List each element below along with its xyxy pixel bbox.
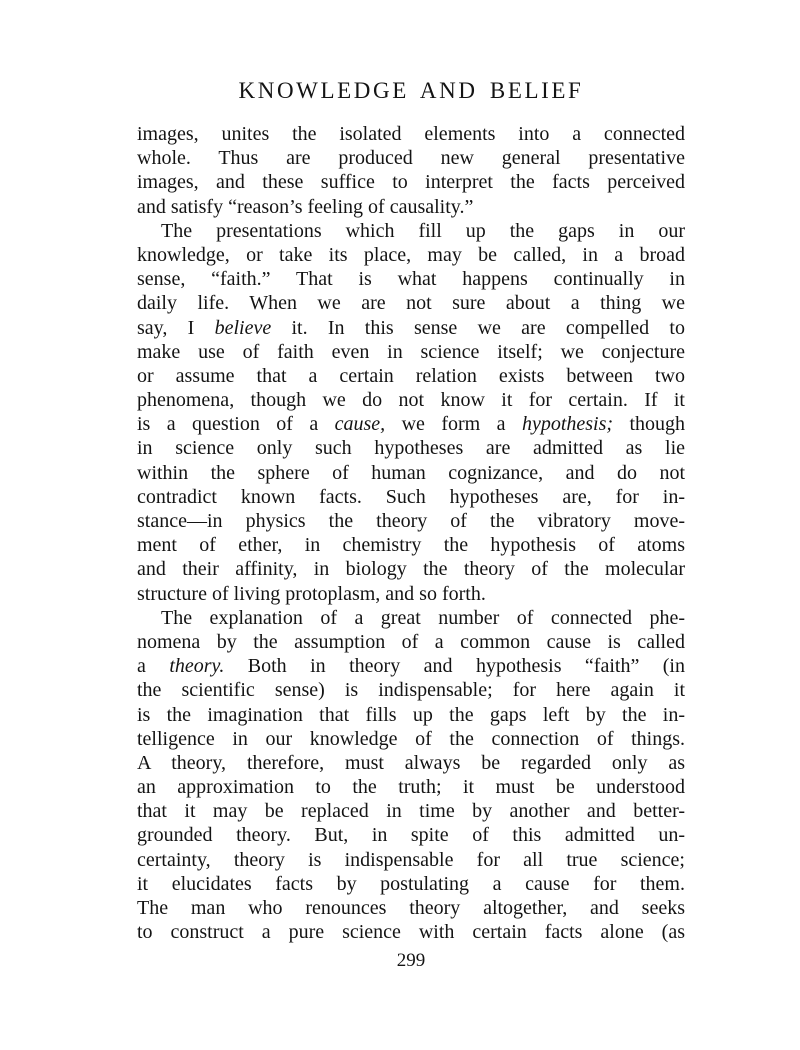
text-line: images, and these suffice to interpret the facts perceived [137, 171, 685, 194]
text-line: The man who renounces theory altogether, and seeks [137, 897, 685, 919]
text-line: images, unites the isolated elements into a connected [137, 123, 685, 145]
text-line: phenomena, though we do not know it for certain. If it [137, 389, 685, 412]
running-head: KNOWLEDGE AND BELIEF [238, 78, 584, 103]
text-line [137, 654, 685, 678]
text-line: in science only such hypotheses are admitted as lie [137, 437, 685, 460]
text-line: the scientific sense) is indispensable; for here again it [137, 679, 685, 702]
text-line: and their affinity, in biology the theory of the molecular [137, 558, 685, 581]
text-line: or assume that a certain relation exists between two [137, 364, 685, 387]
page-number: 299 [396, 950, 426, 971]
text-run: a [137, 655, 146, 678]
book-page [137, 78, 686, 971]
text-run: say, I [137, 316, 195, 339]
text-line: The explanation of a great number of connected phe- [161, 606, 685, 629]
text-line: certainty, theory is indispensable for all true science; [137, 848, 685, 871]
text-line: grounded theory. But, in spite of this admitted un- [137, 824, 685, 847]
text-line: A theory, therefore, must always be regarded only as [137, 751, 685, 774]
text-line: whole. Thus are produced new general presentative [137, 147, 685, 170]
text-run: though [629, 413, 686, 436]
italic-word: cause, [334, 413, 386, 436]
italic-word: theory. [169, 655, 225, 678]
italic-word: believe [214, 316, 272, 339]
text-line: an approximation to the truth; it must be understood [137, 776, 685, 799]
text-line: that it may be replaced in time by another and better- [137, 800, 685, 823]
text-run: we form a [401, 413, 506, 436]
text-run: is a question of a [137, 413, 319, 436]
text-line: The presentations which fill up the gaps in our [161, 219, 685, 242]
text-line: sense, “faith.” That is what happens continually in [137, 268, 685, 291]
text-line: is the imagination that fills up the gaps left by the in- [137, 703, 685, 726]
paragraph [137, 219, 685, 606]
text-line: telligence in our knowledge of the connection of things. [137, 727, 685, 750]
text-line: daily life. When we are not sure about a thing we [137, 292, 685, 315]
text-run: Both in theory and hypothesis “faith” (in [247, 655, 685, 678]
text-line: contradict known facts. Such hypotheses are, for in- [137, 485, 685, 508]
text-line: ment of ether, in chemistry the hypothesis of atoms [137, 534, 685, 557]
italic-word: hypothesis; [521, 413, 614, 436]
text-line [137, 412, 685, 436]
text-line: it elucidates facts by postulating a cause for them. [137, 872, 685, 895]
text-line: and satisfy “reason’s feeling of causality.” [137, 195, 474, 218]
text-line: knowledge, or take its place, may be called, in a broad [137, 243, 685, 266]
text-line: within the sphere of human cognizance, and do not [137, 461, 685, 484]
text-line: stance—in physics the theory of the vibratory move- [137, 510, 685, 532]
text-line: make use of faith even in science itself; we conjecture [137, 340, 685, 363]
paragraph [137, 122, 685, 219]
text-line: structure of living protoplasm, and so forth. [137, 582, 486, 605]
text-run: it. In this sense we are compelled to [291, 316, 685, 339]
paragraph [137, 606, 685, 945]
text-line: nomena by the assumption of a common cause is called [137, 630, 685, 653]
text-line [137, 316, 685, 340]
text-line: to construct a pure science with certain facts alone (as [137, 921, 685, 944]
